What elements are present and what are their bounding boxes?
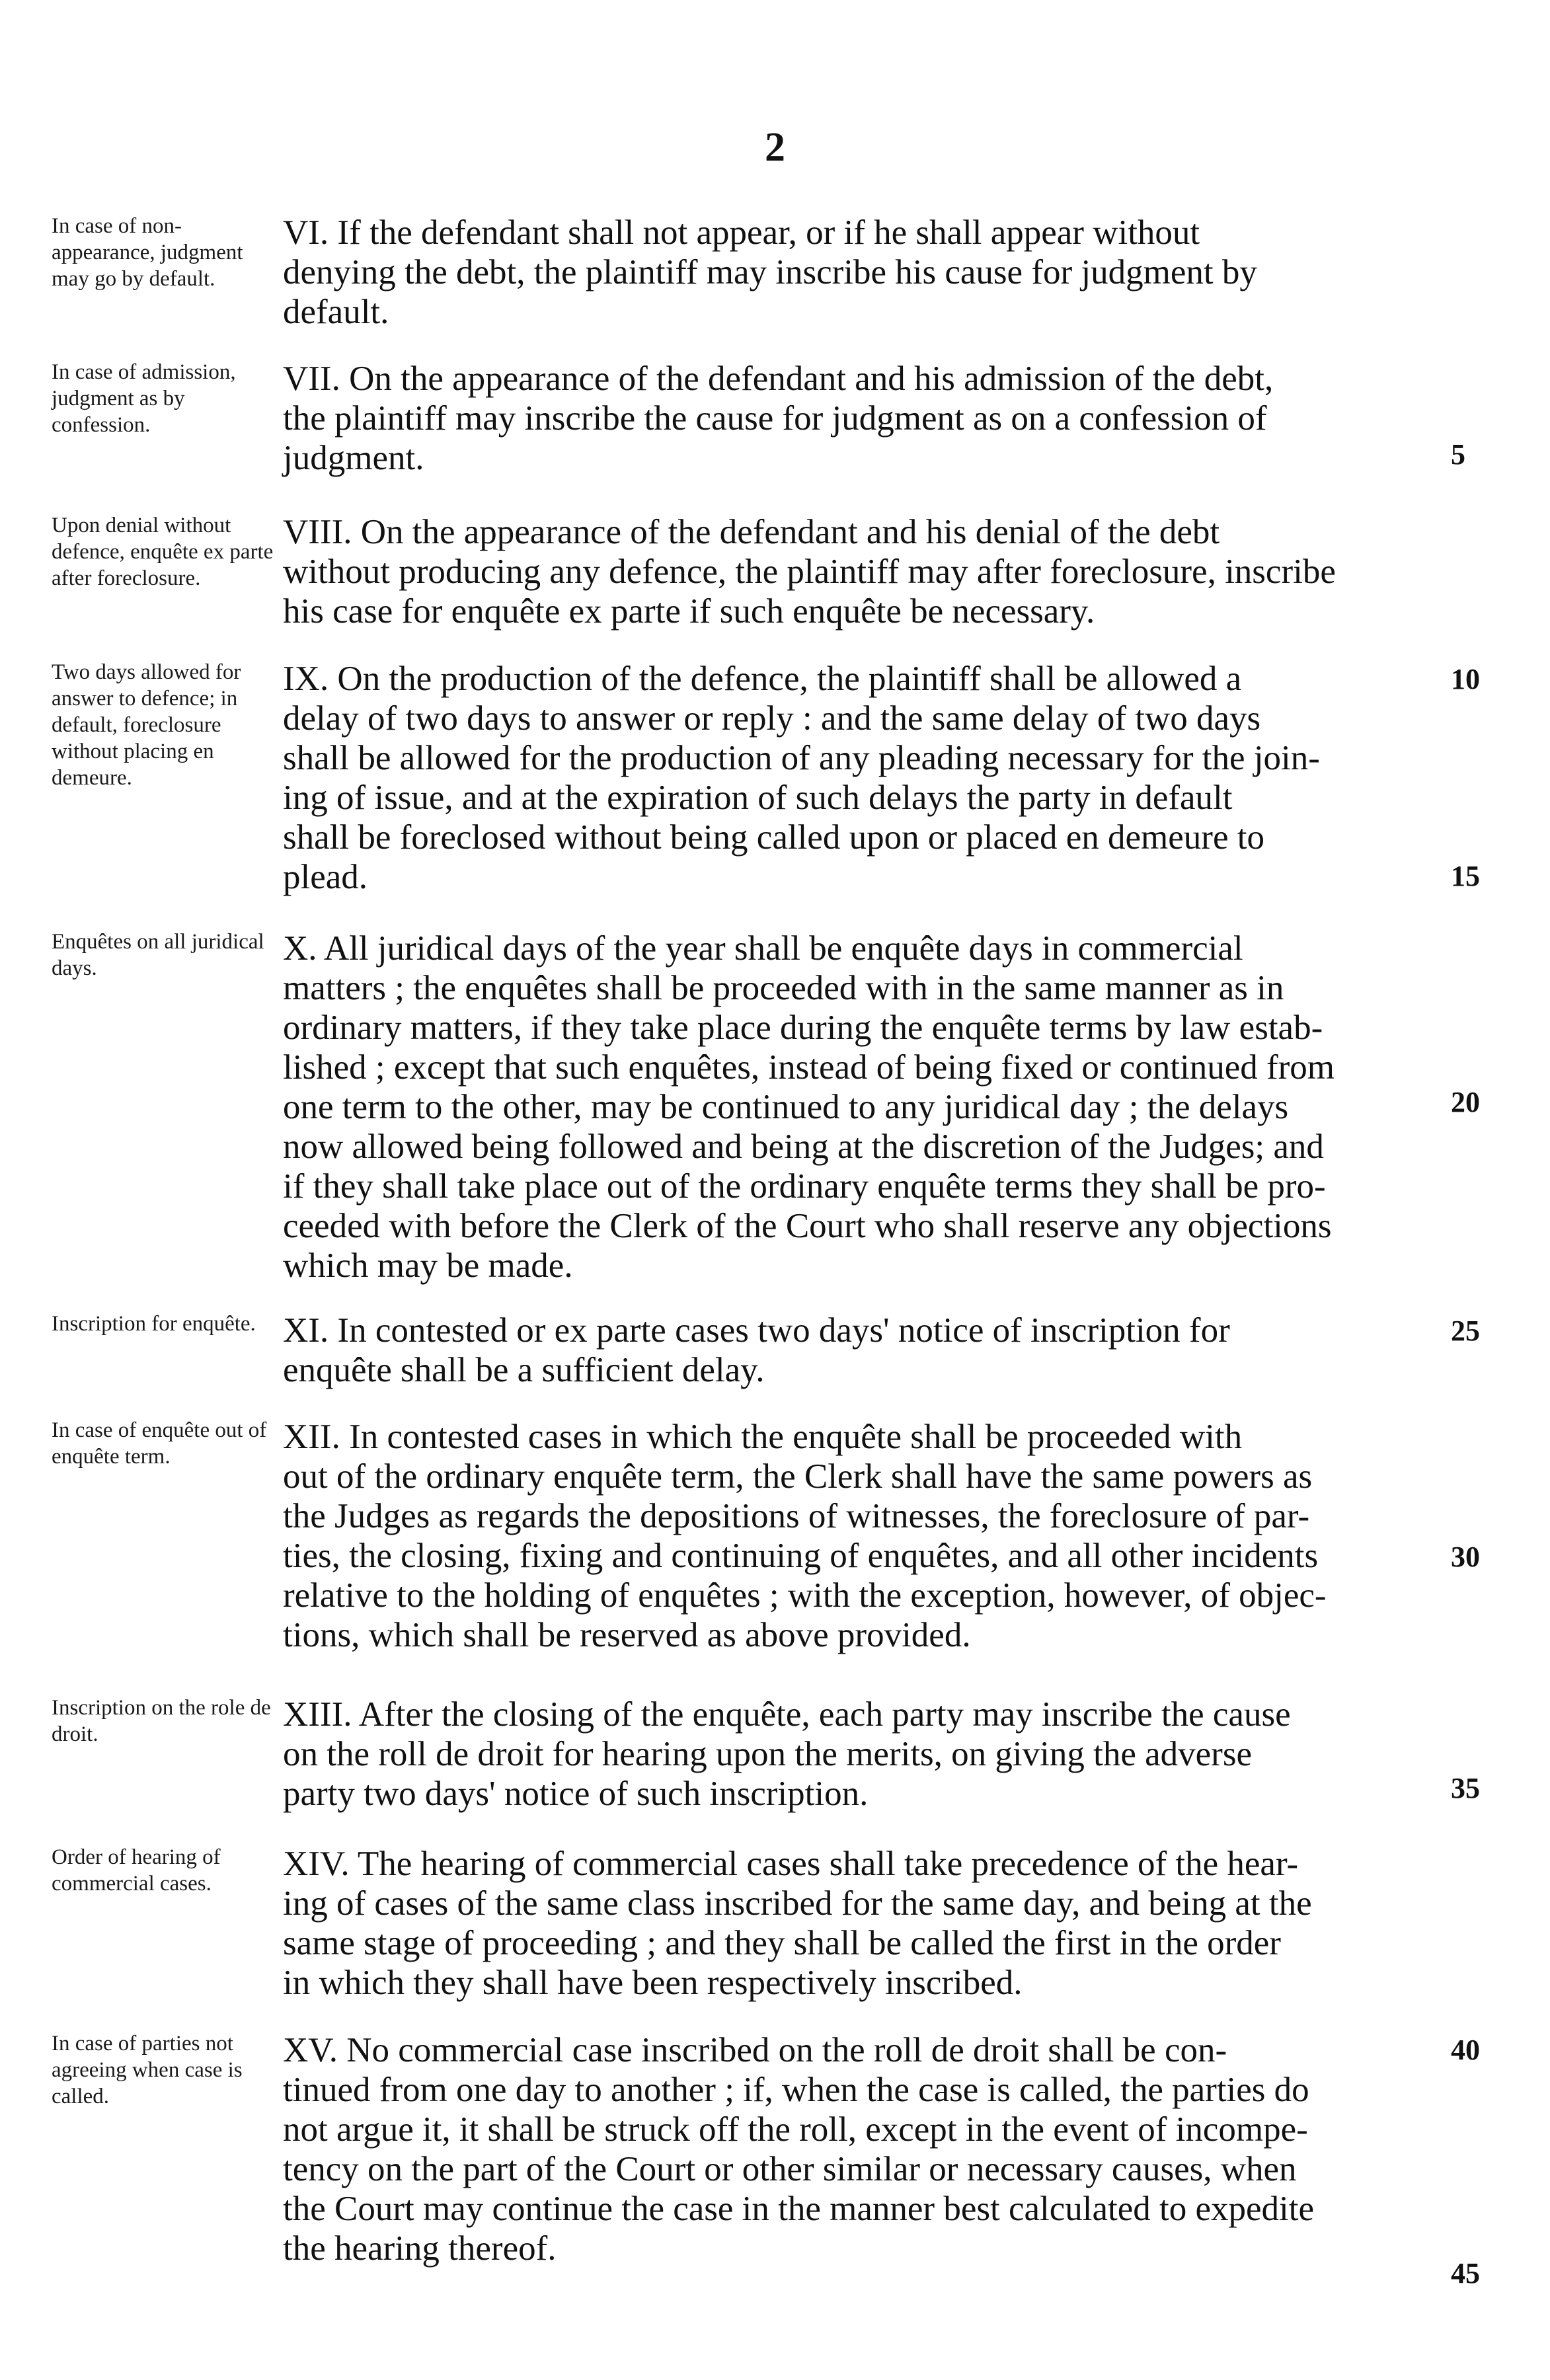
section-text bbox=[283, 929, 1448, 1286]
text-line: one term to the other, may be continued to any juridical day ; the delays bbox=[283, 1088, 1289, 1126]
text-line: matters ; the enquêtes shall be proceeded with in the same manner as in bbox=[283, 969, 1284, 1007]
text-line: the plaintiff may inscribe the cause for judgment as on a confession of bbox=[283, 399, 1267, 438]
text-line: not argue it, it shall be struck off the roll, except in the event of incompe- bbox=[283, 2110, 1308, 2149]
section-text bbox=[283, 213, 1448, 332]
line-number-25: 25 bbox=[1451, 1315, 1480, 1347]
line-number-20: 20 bbox=[1451, 1086, 1480, 1118]
section-text bbox=[283, 1695, 1448, 1814]
text-line: denying the debt, the plaintiff may inscribe his cause for judgment by bbox=[283, 253, 1257, 291]
text-line: judgment. bbox=[283, 439, 424, 477]
text-line: default. bbox=[283, 293, 389, 331]
text-line: ing of cases of the same class inscribed for the same day, and being at the bbox=[283, 1884, 1312, 1923]
text-line: tency on the part of the Court or other similar or necessary causes, when bbox=[283, 2150, 1297, 2188]
margin-note: Inscription on the role de droit. bbox=[52, 1696, 271, 1746]
text-line: tions, which shall be reserved as above provided. bbox=[283, 1616, 971, 1654]
text-line: shall be foreclosed without being called upon or placed en demeure to bbox=[283, 818, 1264, 857]
text-line: shall be allowed for the production of any pleading necessary for the join- bbox=[283, 739, 1320, 777]
section-text bbox=[283, 1417, 1448, 1655]
section-text bbox=[283, 1844, 1448, 2003]
margin-note: Enquêtes on all juridical days. bbox=[52, 930, 264, 980]
text-line: now allowed being followed and being at the discretion of the Judges; and bbox=[283, 1128, 1324, 1166]
text-line: the Judges as regards the depositions of witnesses, the foreclosure of par- bbox=[283, 1497, 1310, 1535]
text-line: on the roll de droit for hearing upon the merits, on giving the adverse bbox=[283, 1735, 1252, 1773]
text-line: IX. On the production of the defence, the plaintiff shall be allowed a bbox=[283, 660, 1242, 698]
text-line: XV. No commercial case inscribed on the roll de droit shall be con- bbox=[283, 2031, 1227, 2069]
text-line: which may be made. bbox=[283, 1247, 573, 1285]
margin-note: In case of admission, judgment as by confession. bbox=[52, 360, 236, 437]
text-line: ceeded with before the Clerk of the Court who shall reserve any objections bbox=[283, 1207, 1332, 1245]
margin-note: In case of parties not agreeing when case is called. bbox=[52, 2032, 243, 2108]
section-text bbox=[283, 2030, 1448, 2268]
text-line: relative to the holding of enquêtes ; with the exception, however, of objec- bbox=[283, 1576, 1327, 1615]
text-line: enquête shall be a sufficient delay. bbox=[283, 1351, 765, 1389]
text-line: X. All juridical days of the year shall be enquête days in commercial bbox=[283, 929, 1243, 968]
text-line: XI. In contested or ex parte cases two days' notice of inscription for bbox=[283, 1311, 1230, 1350]
section-text bbox=[283, 1311, 1448, 1390]
section-text bbox=[283, 659, 1448, 897]
line-number-30: 30 bbox=[1451, 1541, 1480, 1573]
text-line: if they shall take place out of the ordinary enquête terms they shall be pro- bbox=[283, 1167, 1326, 1206]
margin-note: Two days allowed for answer to defence; in default, foreclosure without placing en demeure. bbox=[52, 660, 241, 790]
margin-note: Inscription for enquête. bbox=[52, 1312, 256, 1336]
text-line: delay of two days to answer or reply : and the same delay of two days bbox=[283, 699, 1261, 738]
text-line: XII. In contested cases in which the enquête shall be proceeded with bbox=[283, 1418, 1243, 1456]
line-number-10: 10 bbox=[1451, 663, 1480, 695]
line-number-35: 35 bbox=[1451, 1772, 1480, 1804]
margin-note: Order of hearing of commercial cases. bbox=[52, 1845, 221, 1896]
line-number-15: 15 bbox=[1451, 860, 1480, 892]
text-line: without producing any defence, the plaintiff may after foreclosure, inscribe bbox=[283, 553, 1336, 591]
text-line: VII. On the appearance of the defendant and his admission of the debt, bbox=[283, 360, 1274, 398]
text-line: same stage of proceeding ; and they shall be called the first in the order bbox=[283, 1924, 1281, 1962]
text-line: the hearing thereof. bbox=[283, 2229, 557, 2268]
text-line: VIII. On the appearance of the defendant and his denial of the debt bbox=[283, 513, 1220, 551]
section-text bbox=[283, 359, 1448, 478]
text-line: his case for enquête ex parte if such enquête be necessary. bbox=[283, 592, 1095, 631]
text-line: plead. bbox=[283, 858, 368, 896]
line-number-5: 5 bbox=[1451, 438, 1465, 471]
margin-note: Upon denial without defence, enquête ex parte after foreclosure. bbox=[52, 514, 274, 590]
line-number-40: 40 bbox=[1451, 2034, 1480, 2066]
section-text bbox=[283, 512, 1448, 631]
text-line: out of the ordinary enquête term, the Clerk shall have the same powers as bbox=[283, 1457, 1313, 1496]
text-line: tinued from one day to another ; if, when the case is called, the parties do bbox=[283, 2071, 1309, 2109]
text-line: ordinary matters, if they take place during the enquête terms by law estab- bbox=[283, 1009, 1323, 1047]
text-line: in which they shall have been respectively inscribed. bbox=[283, 1964, 1023, 2002]
text-line: ing of issue, and at the expiration of such delays the party in default bbox=[283, 779, 1233, 817]
margin-note: In case of enquête out of enquête term. bbox=[52, 1418, 267, 1469]
line-number-45: 45 bbox=[1451, 2257, 1480, 2289]
text-line: the Court may continue the case in the manner best calculated to expedite bbox=[283, 2190, 1314, 2228]
text-line: party two days' notice of such inscription. bbox=[283, 1775, 869, 1813]
margin-note: In case of non-appearance, judgment may go by default. bbox=[52, 214, 243, 291]
text-line: XIV. The hearing of commercial cases shall take precedence of the hear- bbox=[283, 1845, 1299, 1883]
text-line: VI. If the defendant shall not appear, or if he shall appear without bbox=[283, 213, 1200, 252]
page-number: 2 bbox=[765, 125, 785, 170]
text-line: lished ; except that such enquêtes, instead of being fixed or continued from bbox=[283, 1048, 1335, 1087]
text-line: XIII. After the closing of the enquête, each party may inscribe the cause bbox=[283, 1695, 1291, 1734]
text-line: ties, the closing, fixing and continuing of enquêtes, and all other incidents bbox=[283, 1537, 1319, 1575]
